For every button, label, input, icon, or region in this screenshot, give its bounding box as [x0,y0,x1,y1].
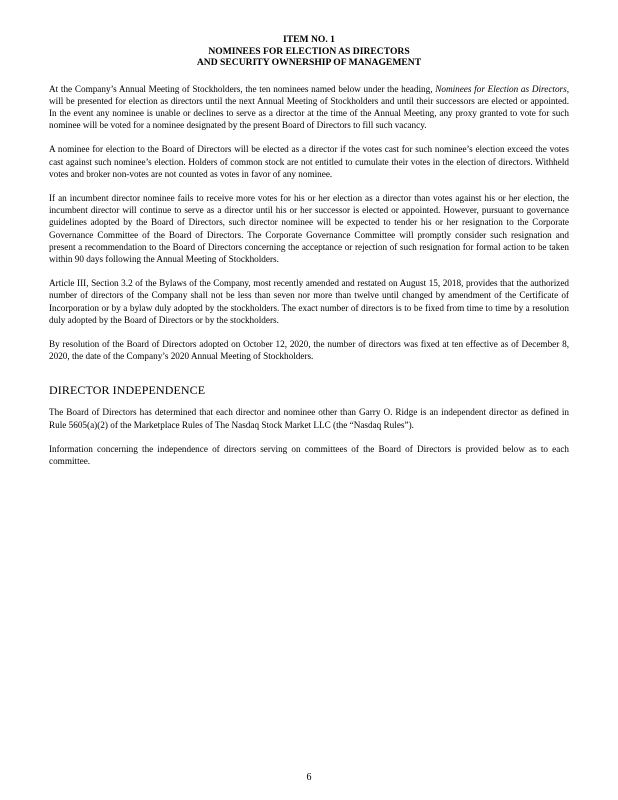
item-heading [49,34,569,69]
paragraph-bylaws: Article III, Section 3.2 of the Bylaws of the Company, most recently amended and restated on August 15, 2018, provides that the authorized number of directors of the Company shall not be less than seven nor more than twelve until changed by amendment of the Certificate of Incorporation or by a bylaw duly adopted by the stockholders. The exact number of directors is to be fixed from time to time by a resolution duly adopted by the Board of Directors or by the stockholders. [49,278,569,325]
paragraph-committee-info: Information concerning the independence of directors serving on committees of the Board of Directors is provided below as to each committee. [49,443,569,466]
paragraph-resolution: By resolution of the Board of Directors adopted on October 12, 2020, the number of directors was fixed at ten effective as of December 8, 2020, the date of the Company’s 2020 Annual Meeting of Stockholders. [49,338,569,362]
heading-line-3: AND SECURITY OWNERSHIP OF MANAGEMENT [196,57,422,68]
paragraph-incumbent-director: If an incumbent director nominee fails to receive more votes for his or her election as a director than votes against his or her election, the incumbent director will continue to serve as a director until his or her successor is elected or appointed. However, pursuant to governance guidelines adopted by the Board of Directors, such director nominee will be expected to tender his or her resignation to the Corporate Governance Committee of the Board of Directors. The Corporate Governance Committee will promptly consider such resignation and present a recommendation to the Board of Directors concerning the acceptance or rejection of such resignation for formal action to be taken within 90 days following the Annual Meeting of Stockholders. [49,192,569,264]
paragraph-independence: The Board of Directors has determined that each director and nominee other than Garry O. Ridge is an independent director as defined in Rule 5605(a)(2) of the Marketplace Rules of The Nasdaq Stock Market LLC (the “Nasdaq Rules”). [49,407,569,430]
paragraph-1-end: , will be presented for election as directors until the next Annual Meeting of Stockholders and until their successors are elected or appointed. In the event any nominee is unable or declines to serve as a director at the time of the Annual Meeting, any proxy granted to vote for such nominee will be voted for a nominee designated by the present Board of Directors to fill such vacancy. [49,83,569,131]
heading-line-1: ITEM NO. 1 [283,34,335,45]
document-page [49,34,569,467]
page-number: 6 [306,772,312,783]
paragraph-1-italic: Nominees for Election as Directors [435,83,567,94]
director-independence-title: DIRECTOR INDEPENDENCE [49,383,206,398]
heading-line-2: NOMINEES FOR ELECTION AS DIRECTORS [208,45,410,57]
paragraph-1-start: At the Company’s Annual Meeting of Stockholders, the ten nominees named below under the heading, [49,83,436,94]
paragraph-annual-meeting [49,83,569,132]
paragraph-majority-vote: A nominee for election to the Board of Directors will be elected as a director if the votes cast for such nominee’s election exceed the votes cast against such nominee’s election. Holders of common stock are not entitled to cumulate their votes in the election of directors. Withheld votes and broker non-votes are not counted as votes in favor of any nominee. [49,144,569,179]
